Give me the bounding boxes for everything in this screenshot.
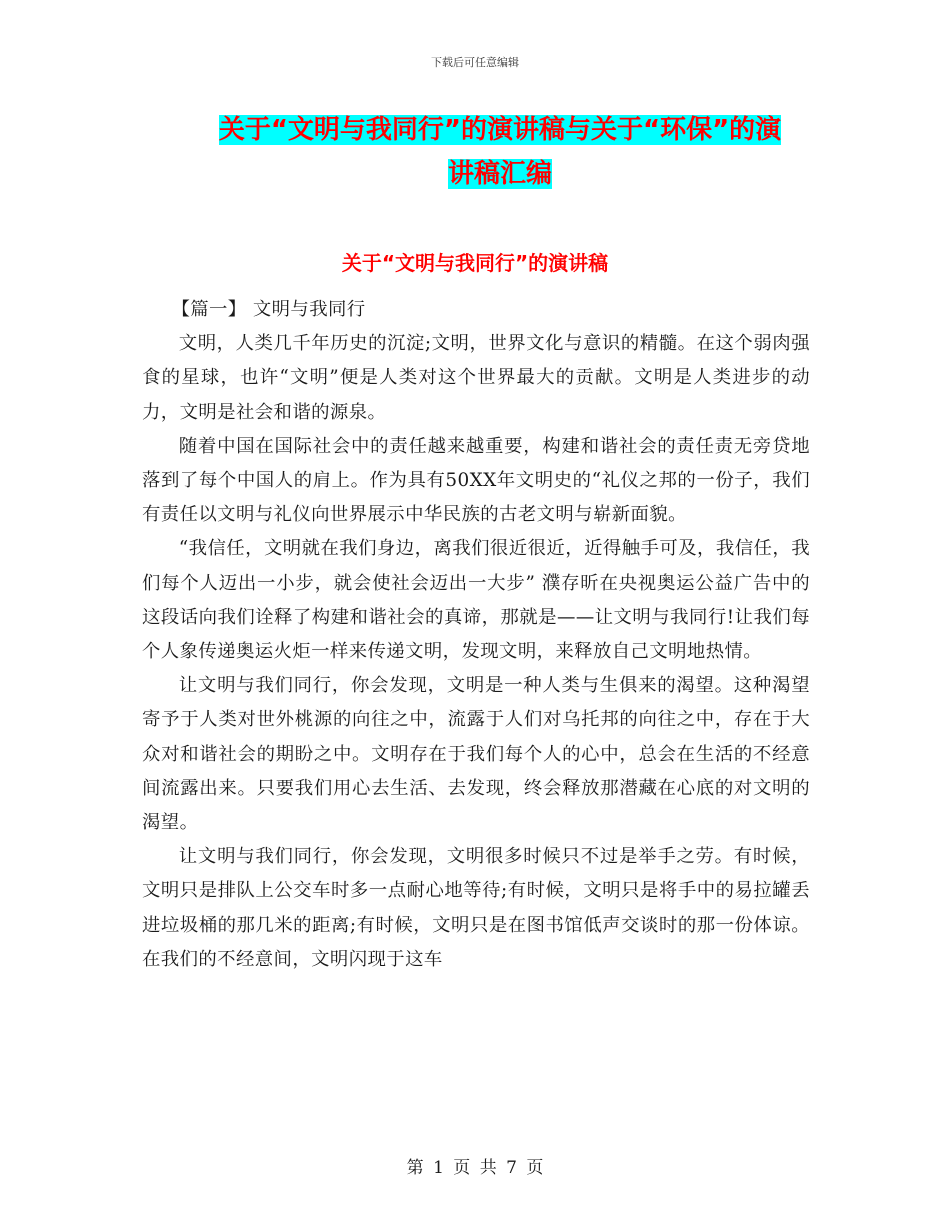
- document-title-line-1: 关于“文明与我同行”的演讲稿与关于“环保”的演: [218, 115, 782, 145]
- paragraph: 让文明与我们同行，你会发现，文明是一种人类与生俱来的渴望。这种渴望寄予于人类对世外桃源的向往之中，流露于人们对乌托邦的向往之中，存在于大众对和谐社会的期盼之中。文明存在于我们每个人的心中，总会在生活的不经意间流露出来。只要我们用心去生活、去发现，终会释放那潜藏在心底的对文明的渴望。: [142, 675, 810, 834]
- paragraph: 让文明与我们同行，你会发现，文明很多时候只不过是举手之劳。有时候，文明只是排队上公交车时多一点耐心地等待;有时候，文明只是将手中的易拉罐丢进垃圾桶的那几米的距离;有时候，文明只是在图书馆低声交谈时的那一份体谅。在我们的不经意间，文明闪现于这车: [142, 846, 810, 970]
- document-body: [142, 293, 810, 977]
- page-number: 第 1 页 共 7 页: [406, 1158, 544, 1178]
- section-title: 关于“文明与我同行”的演讲稿: [341, 251, 609, 275]
- document-title: [190, 108, 810, 196]
- paragraph: 随着中国在国际社会中的责任越来越重要，构建和谐社会的责任责无旁贷地落到了每个中国人的肩上。作为具有50XX年文明史的“礼仪之邦的一份子，我们有责任以文明与礼仪向世界展示中华民族的古老文明与崭新面貌。: [142, 435, 810, 526]
- document-title-line-2: 讲稿汇编: [447, 159, 552, 189]
- paragraph: 文明，人类几千年历史的沉淀;文明，世界文化与意识的精髓。在这个弱肉强食的星球，也许“文明”便是人类对这个世界最大的贡献。文明是人类进步的动力，文明是社会和谐的源泉。: [142, 333, 810, 423]
- header-note: 下载后可任意编辑: [431, 56, 519, 69]
- paragraph: “我信任，文明就在我们身边，离我们很近很近，近得触手可及，我信任，我们每个人迈出一小步，就会使社会迈出一大步” 濮存昕在央视奥运公益广告中的这段话向我们诠释了构建和谐社会的真谛，那就是——让文明与我同行!让我们每个人象传递奥运火炬一样来传递文明，发现文明，来释放自己文明地热情。: [142, 538, 810, 663]
- chapter-heading: 【篇一】 文明与我同行: [171, 299, 366, 320]
